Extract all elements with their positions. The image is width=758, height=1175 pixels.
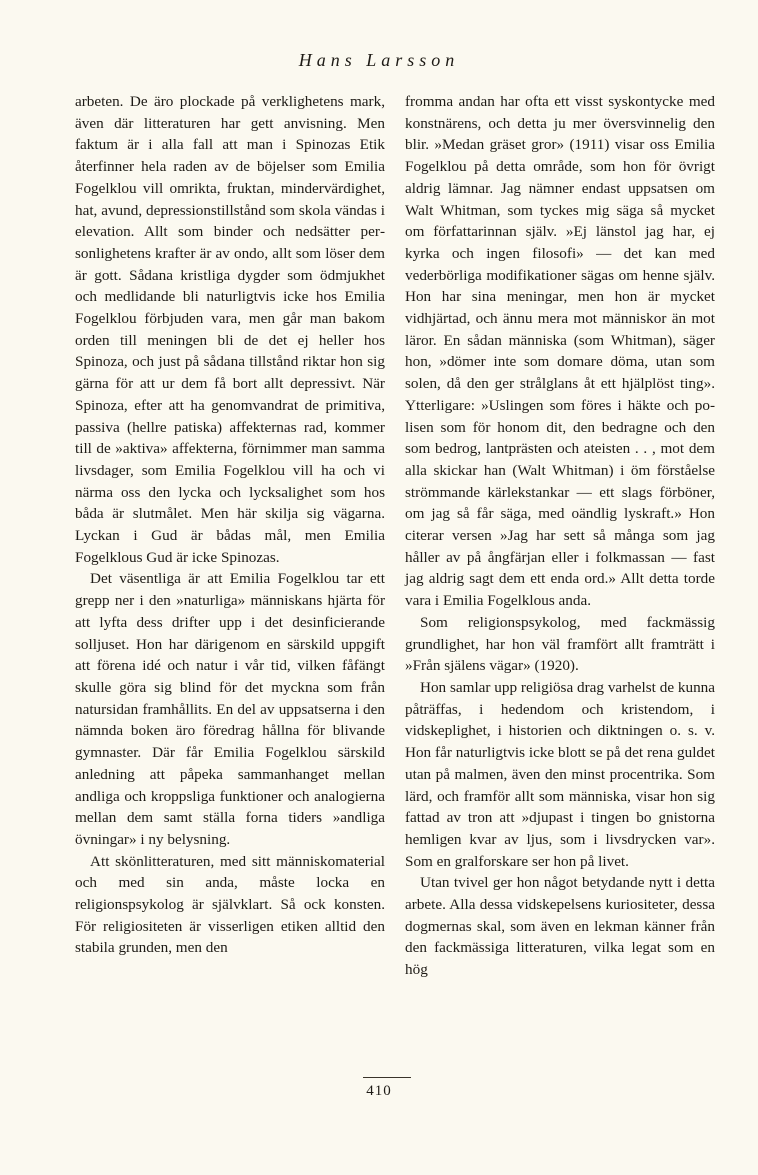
paragraph: Hon samlar upp religiösa drag varhelst de kunna påträffas, i hedendom och kristendom, i vidskeplighet, i historien och diktningen o. s. v. Hon får naturligtvis icke blott se på det rena guldet utan på malmen, även den minst procentrika. Som lärd, och framför allt som människa, visar hon sig fattad av tron att »djupast i tingen bo gnistorna hemligen kvar av ljus, som i livsdrycken var». Som en gralforskare ser hon på livet. — [405, 678, 715, 870]
paragraph: Utan tvivel ger hon något betydande nytt i detta arbete. Alla dessa vidskepelsens kuriositeter, dessa dogmernas skal, som även en lekman känner från den fackmässiga litteraturen, vilka legat som en hög — [405, 874, 715, 979]
right-column — [405, 91, 715, 981]
left-column — [75, 91, 385, 959]
paragraph: arbeten. De äro plockade på verklighetens mark, även där litteraturen har gett anvisning. Men faktum är i alla fall att man i Spinozas Etik återfinner hela raden av de böjelser som Emilia Fogelklou vill omrikta, fruktan, mindervärdighet, hat, avund, depressionstillstånd som skola vändas i elevation. Allt som binder och nedsätter personlighetens krafter är av ondo, allt som löser dem är gott. Sådana kristliga dygder som ödmjukhet och medlidande bli naturligtvis icke hos Emilia Fogelklou förbjuden vara, men går man bakom orden till meningen bli de det ej heller hos Spinoza, och just på sådana tillstånd riktar hon sig gärna för att ur dem få bort allt depressivt. När Spinoza, efter att ha genomvandrat de primitiva, passiva (hellre patiska) affekternas rad, kommer till de »aktiva» affekterna, förnimmer man samma livsdager, som Emilia Fogelklou vill ha och vi närma oss den lycka och lycksalighet som hos båda är slutmålet. Men här skilja sig vägarna. Lyckan i Gud är bådas mål, men Emilia Fogelklous Gud är icke Spinozas. — [75, 93, 385, 566]
page-number: 410 — [366, 1083, 392, 1099]
paragraph: Att skönlitteraturen, med sitt människomaterial och med sin anda, måste locka en religionspsykolog är självklart. Så ock konsten. För religiositeten är visserligen etiken alltid den stabila grunden, men den — [75, 852, 385, 957]
paragraph: fromma andan har ofta ett visst syskontycke med konstnärens, och detta ju mer översvinnelig den blir. »Medan gräset gror» (1911) visar oss Emilia Fogelklou på detta område, som hon för övrigt aldrig lämnar. Jag nämner endast uppsatsen om Walt Whitman, som tyckes mig säga så mycket om författarinnan själv. »Ej länstol jag har, ej kyrka och ingen filosofi» — det kan med vederbörliga modifikationer sägas om henne själv. Hon har sina meningar, men hon är mycket vidhjärtad, och ännu mera mot människor än mot läror. En sådan människa (som Whitman), säger hon, »dömer inte som domare döma, utan som solen, då den ger strålglans åt ett hjälplöst ting». Ytterligare: »Uslingen som föres i häkte och polisen som för honom dit, den bedragne och den som bedrog, lantprästen och ateisten . . , mot dem alla skickar han (Walt Whitman) i öm förståelse strömmande kärlekstankar — ett slags förböner, om jag så får säga, med oändlig lyskraft.» Hon citerar versen »Jag har sett så många som jag håller av på ångfärjan eller i folkmassan — fast jag aldrig sagt dem ett enda ord.» Allt detta torde vara i Emilia Fogelklous anda. — [405, 93, 715, 610]
paragraph: Som religionspsykolog, med fackmässig grundlighet, har hon väl framfört allt framträtt i »Från själens vägar» (1920). — [405, 613, 715, 675]
footer-rule — [363, 1077, 411, 1078]
paragraph: Det väsentliga är att Emilia Fogelklou tar ett grepp ner i den »naturliga» människans hjärta för att lyfta dess drifter upp i det desinficierande solljuset. Hon har därigenom en särskild uppgift att förena idé och natur i vår tid, vilken fåfängt skulle göra sig blind för det myckna som från natursidan framhållits. En del av uppsatserna i den nämnda boken äro föredrag hållna för blivande gymnaster. Där får Emilia Fogelklou särskild anledning att påpeka sammanhanget mellan andliga och kroppsliga funktioner och analogierna mellan dem samt ställa forna tiders »andliga övningar» i ny belysning. — [75, 570, 385, 848]
running-header: Hans Larsson — [298, 50, 460, 70]
